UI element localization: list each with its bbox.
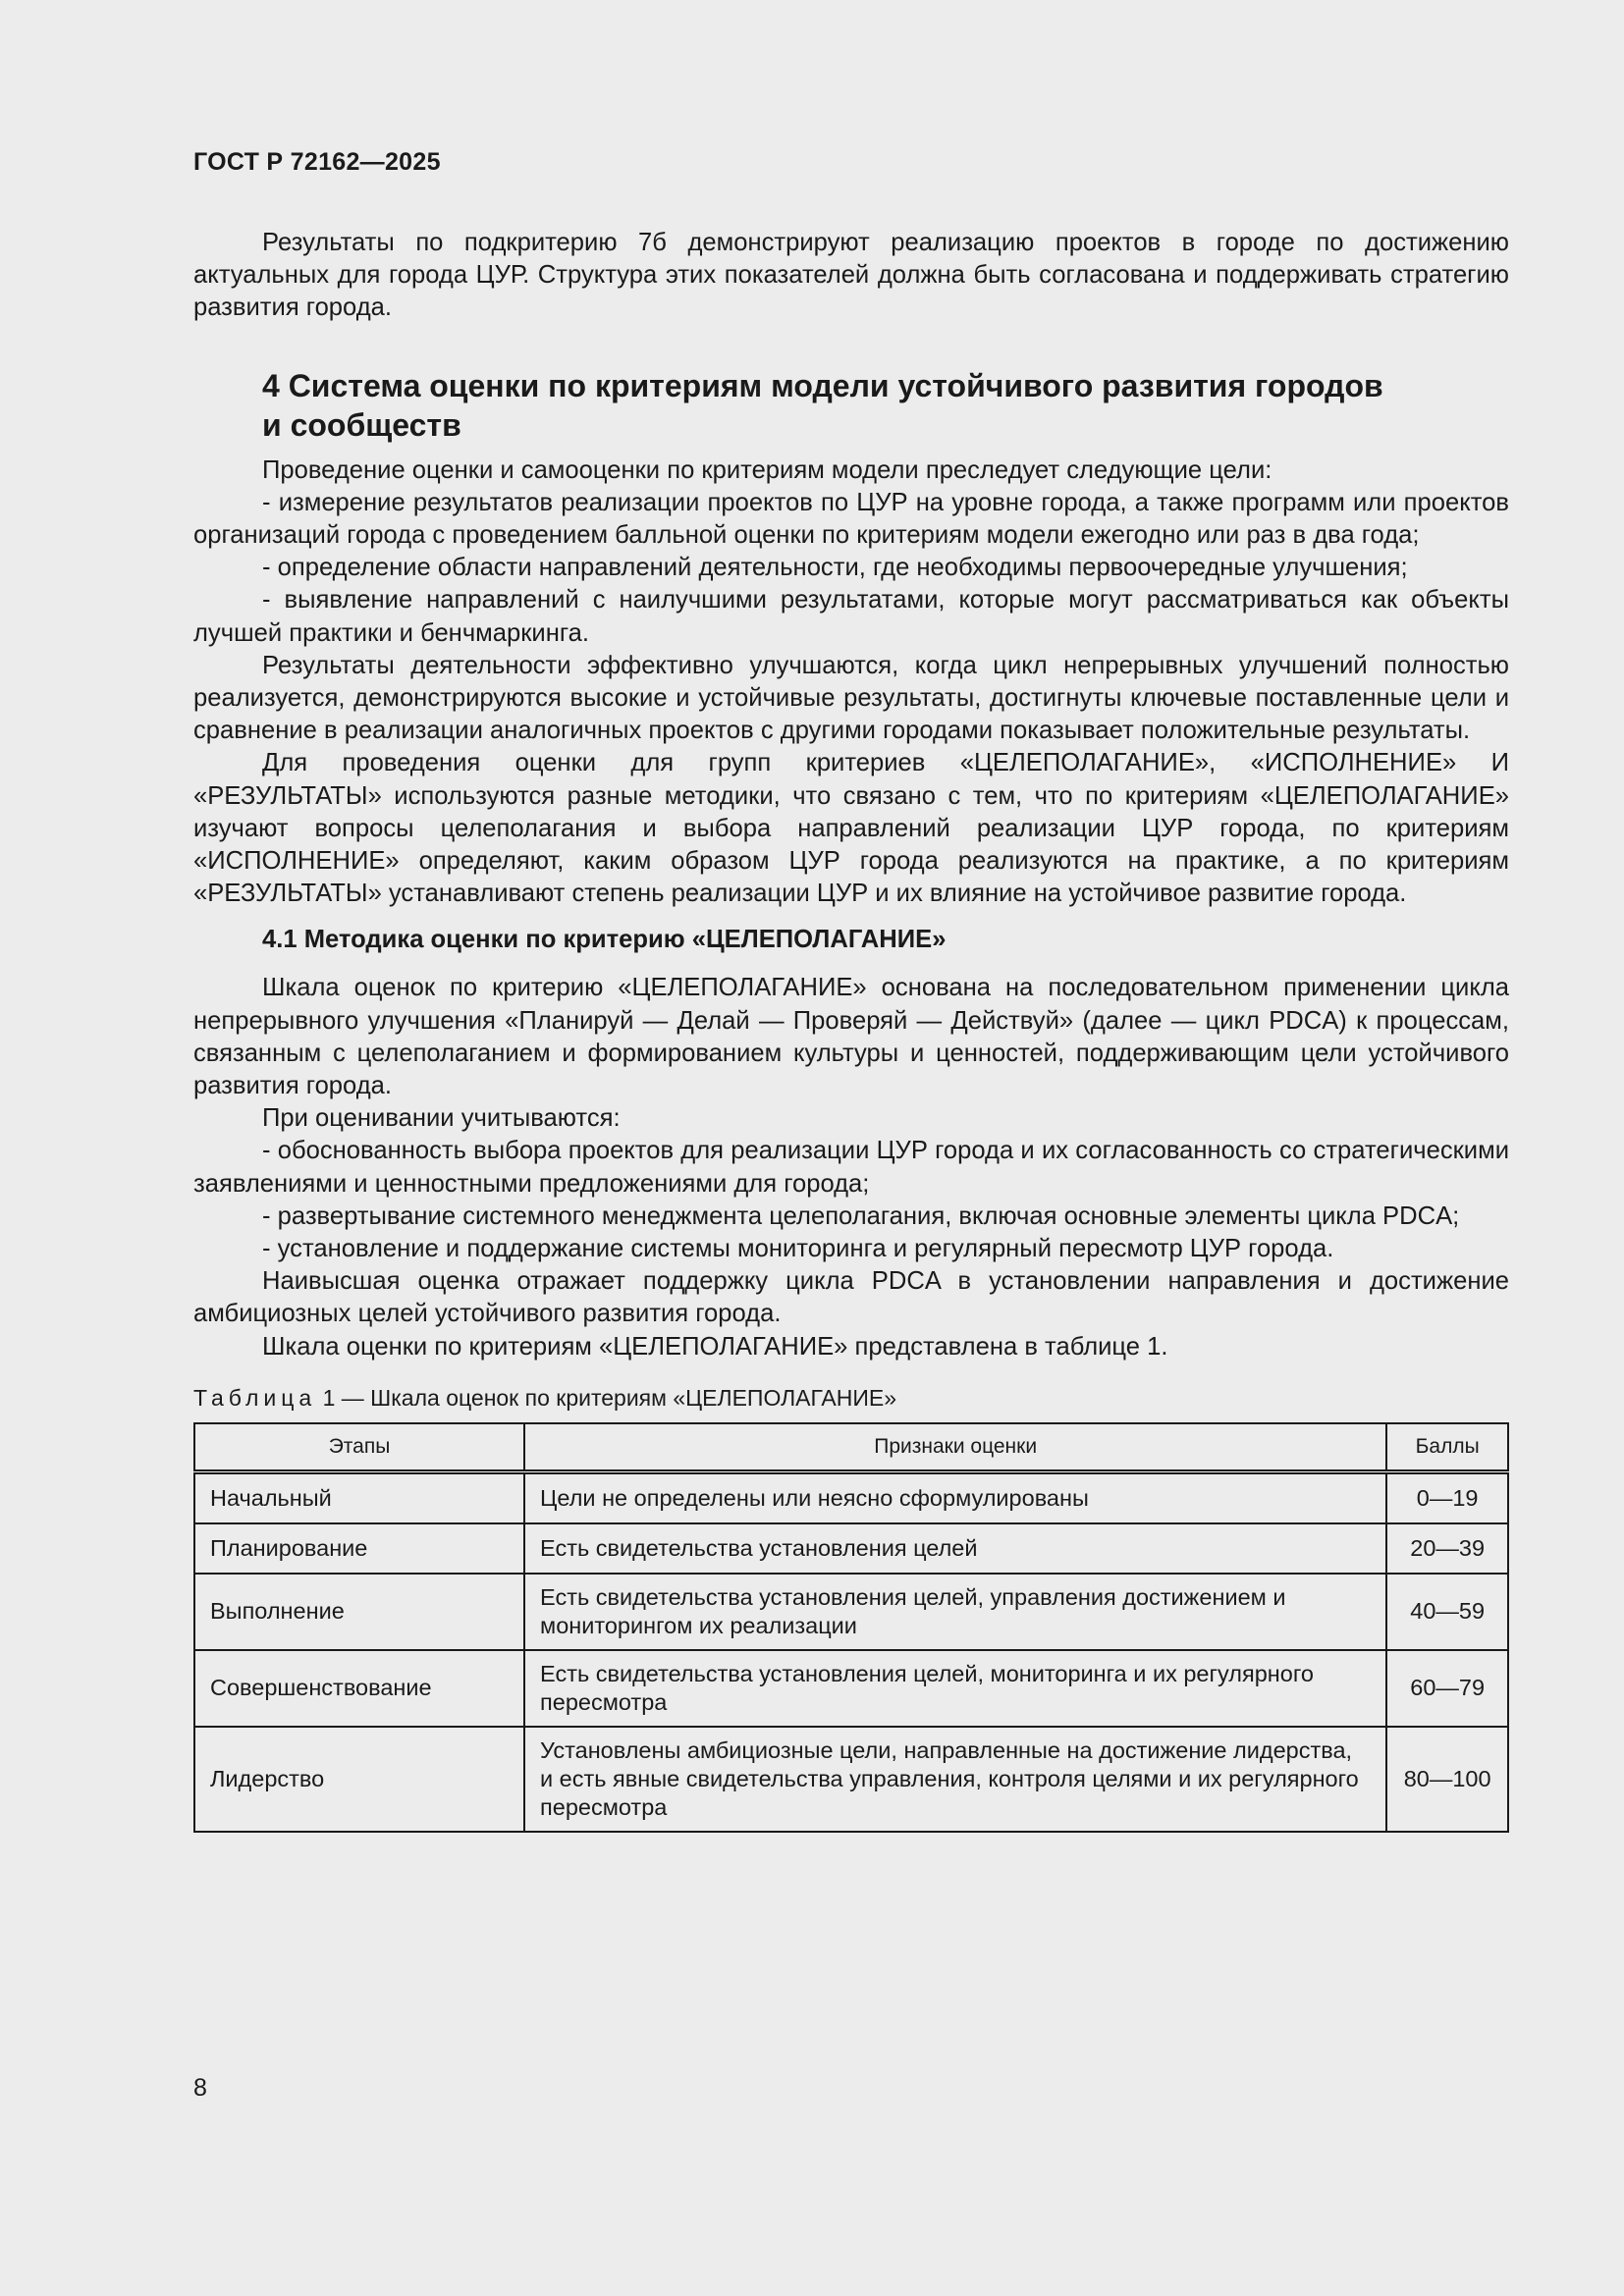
table-cell-stage: Совершенствование [194, 1650, 524, 1727]
table-caption-word: Таблица [193, 1384, 317, 1411]
header-stages: Этапы [194, 1423, 524, 1472]
section-4-1-paragraph-2: При оценивании учитываются: [262, 1104, 621, 1133]
section-4-1-bullet-3: - установление и поддержание системы мониторинга и регулярный пересмотр ЦУР города. [262, 1235, 1334, 1263]
section-4-bullet-3: - выявление направлений с наилучшими результатами, которые могут рассматриваться как объекты лучшей практики и бенчмаркинга. [193, 586, 1509, 647]
table-cell-signs: Установлены амбициозные цели, направленные на достижение лидерства, и есть явные свидетельства управления, контроля целями и их регулярного пересмотра [524, 1727, 1386, 1832]
table-cell-score: 20—39 [1386, 1523, 1508, 1574]
section-4-title-line1: 4 Система оценки по критериям модели устойчивого развития городов [262, 367, 1383, 403]
page-number: 8 [193, 2074, 207, 2102]
assessment-scale-table [193, 1422, 1509, 1833]
header-signs: Признаки оценки [524, 1423, 1386, 1472]
intro-paragraph: Результаты по подкритерию 7б демонстрируют реализацию проектов в городе по достижению актуальных для города ЦУР. Структура этих показателей должна быть согласована и поддерживать стратегию развития города. [193, 229, 1509, 322]
section-4-paragraph-1: Проведение оценки и самооценки по критериям модели преследует следующие цели: [262, 455, 1272, 484]
table-cell-score: 60—79 [1386, 1650, 1508, 1727]
section-4-1-paragraph-4: Шкала оценки по критериям «ЦЕЛЕПОЛАГАНИЕ» представлена в таблице 1. [262, 1332, 1168, 1361]
section-4-paragraph-2: Результаты деятельности эффективно улучшаются, когда цикл непрерывных улучшений полностью реализуется, демонстрируются высокие и устойчивые результаты, достигнуты ключевые поставленные цели и сравнение в реализации аналогичных проектов с другими городами показывает положительные результаты. [193, 651, 1509, 745]
page-content [193, 227, 1509, 1833]
table-cell-signs: Есть свидетельства установления целей, мониторинга и их регулярного пересмотра [524, 1650, 1386, 1727]
table-cell-score: 80—100 [1386, 1727, 1508, 1832]
table-cell-stage: Начальный [194, 1471, 524, 1523]
table-cell-signs: Есть свидетельства установления целей [524, 1523, 1386, 1574]
table-cell-stage: Лидерство [194, 1727, 524, 1832]
table-header-row [194, 1423, 1508, 1472]
section-4-title [262, 366, 1440, 445]
section-4-1-paragraph-1: Шкала оценок по критерию «ЦЕЛЕПОЛАГАНИЕ» основана на последовательном применении цикла непрерывного улучшения «Планируй — Делай — Проверяй — Действуй» (далее — цикл PDCA) к процессам, связанным с целеполаганием и формированием культуры и ценностей, поддерживающим цели устойчивого развития города. [193, 974, 1509, 1100]
section-4-1-bullet-1: - обоснованность выбора проектов для реализации ЦУР города и их согласованность со стратегическими заявлениями и ценностными предложениями для города; [193, 1137, 1509, 1198]
section-4-title-line2: и сообществ [262, 406, 461, 443]
table-caption [193, 1383, 1509, 1413]
section-4-1-title: 4.1 Методика оценки по критерию «ЦЕЛЕПОЛАГАНИЕ» [262, 926, 947, 954]
table-caption-text: 1 — Шкала оценок по критериям «ЦЕЛЕПОЛАГАНИЕ» [316, 1384, 897, 1411]
table-cell-score: 40—59 [1386, 1574, 1508, 1650]
table-cell-score: 0—19 [1386, 1471, 1508, 1523]
table-cell-stage: Планирование [194, 1523, 524, 1574]
document-header: ГОСТ Р 72162—2025 [193, 148, 441, 176]
table-cell-signs: Есть свидетельства установления целей, управления достижением и мониторингом их реализации [524, 1574, 1386, 1650]
section-4-1-paragraph-3: Наивысшая оценка отражает поддержку цикла PDCA в установлении направления и достижение амбициозных целей устойчивого развития города. [193, 1267, 1509, 1328]
header-score: Баллы [1386, 1423, 1508, 1472]
table-cell-stage: Выполнение [194, 1574, 524, 1650]
table-row [194, 1650, 1508, 1727]
section-4-1-bullet-2: - развертывание системного менеджмента целеполагания, включая основные элементы цикла PDCA; [262, 1201, 1460, 1230]
table-row [194, 1523, 1508, 1574]
table-row [194, 1471, 1508, 1523]
table-row [194, 1727, 1508, 1832]
section-4-paragraph-3-line1: Для проведения оценки для групп критериев «ЦЕЛЕПОЛАГАНИЕ», «ИСПОЛНЕНИЕ» И [262, 749, 1509, 777]
section-4-bullet-2: - определение области направлений деятельности, где необходимы первоочередные улучшения; [262, 554, 1408, 582]
table-row [194, 1574, 1508, 1650]
table-cell-signs: Цели не определены или неясно сформулированы [524, 1471, 1386, 1523]
section-4-bullet-1: - измерение результатов реализации проектов по ЦУР на уровне города, а также программ или проектов организаций города с проведением балльной оценки по критериям модели ежегодно или раз в два года; [193, 488, 1509, 550]
section-4-paragraph-3-rest: «РЕЗУЛЬТАТЫ» используются разные методики, что связано с тем, что по критериям «ЦЕЛЕПОЛАГАНИЕ» изучают вопросы целеполагания и выбора направлений реализации ЦУР города, по критериям «ИСПОЛНЕНИЕ» определяют, каким образом ЦУР города реализуются на практике, а по критериям «РЕЗУЛЬТАТЫ» устанавливают степень реализации ЦУР и их влияние на устойчивое развитие города. [193, 781, 1509, 908]
